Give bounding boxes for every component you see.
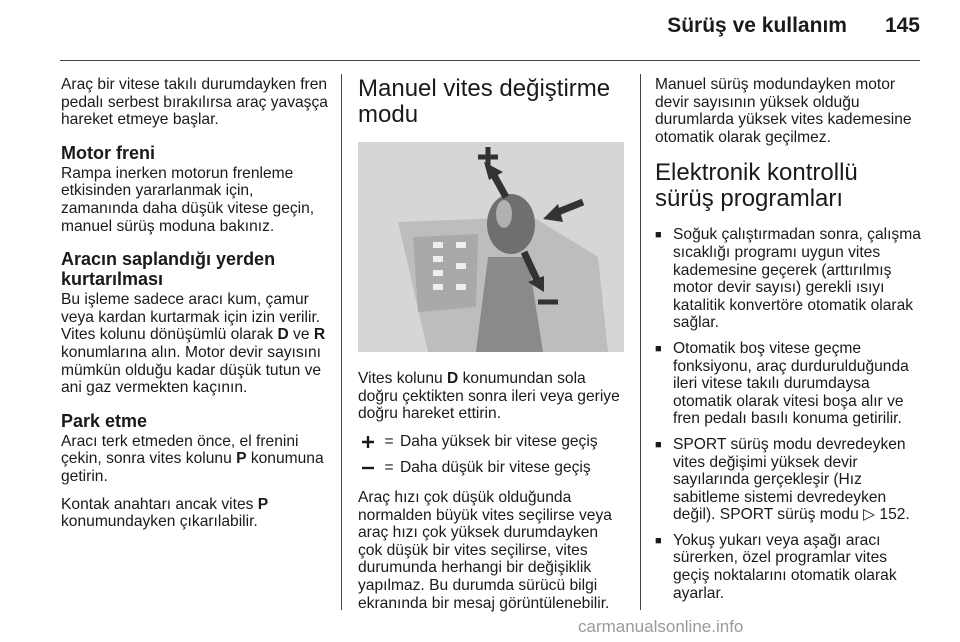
gear-d-label-2: D xyxy=(447,370,459,387)
intro-text: Araç bir vitese takılı durumdayken fren pedalı serbest bırakılırsa araç yavaşça hareket etmeye başlar. xyxy=(61,76,328,129)
page-header xyxy=(667,14,920,38)
column-3 xyxy=(655,76,923,610)
key-text: Kontak anahtarı ancak vites P konumundayken çıkarılabilir. xyxy=(61,495,269,531)
manual-mode-text: Vites kolunu D konumundan sola doğru çektikten sonra ileri veya geriye doğru hareket ettirin. xyxy=(358,370,620,423)
column-2 xyxy=(358,76,626,622)
column-divider-2 xyxy=(640,74,641,610)
page-number: 145 xyxy=(884,14,920,37)
programs-list xyxy=(655,226,923,602)
column-1 xyxy=(61,76,329,541)
list-item: ■ Soğuk çalıştırmadan sonra, çalışma sıcaklığı programı uygun vites kademesine geçerek (arttırılmış motor devir sayısı) gerekli ısıyı katalitik konvertöre otomatik olarak sağlar. xyxy=(655,226,923,332)
speed-note-text: Araç hızı çok düşük olduğunda normalden büyük vites seçilirse veya araç hızı çok yüksek durumdayken çok düşük bir vites seçilirse, vites durumunda herhangi bir değişiklik yapılmaz. Bu durumda sürücü bilgi ekranında bir mesaj görüntülenebilir. xyxy=(358,488,612,612)
column-divider-1 xyxy=(341,74,342,610)
manual-mode-heading: Manuel vites değiştirme modu xyxy=(358,75,611,128)
gear-p-label-2: P xyxy=(257,495,269,513)
legend-downshift-text: Daha düşük bir vitese geçiş xyxy=(400,459,591,477)
park-heading: Park etme xyxy=(61,410,148,431)
running-title: Sürüş ve kullanım xyxy=(667,14,847,37)
legend-upshift: = Daha yüksek bir vitese geçiş xyxy=(358,433,626,451)
motor-brake-heading: Motor freni xyxy=(61,142,155,163)
gear-r-label: R xyxy=(313,326,326,344)
legend-upshift-text: Daha yüksek bir vitese geçiş xyxy=(400,432,598,450)
motor-brake-text: Rampa inerken motorun frenleme etkisinden yararlanmak için, zamanında daha düşük vitese geçin, manuel sürüş moduna bakınız. xyxy=(61,164,315,235)
list-item: ■ Yokuş yukarı veya aşağı aracı sürerken, özel programlar vites geçiş noktalarını otomatik olarak ayarlar. xyxy=(655,532,923,602)
minus-symbol-icon xyxy=(358,461,378,475)
legend-downshift: = Daha düşük bir vitese geçiş xyxy=(358,459,626,477)
gear-lever-illustration xyxy=(358,142,624,352)
electronic-programs-heading: Elektronik kontrollü sürüş programları xyxy=(655,159,858,213)
gear-d-label: D xyxy=(277,326,289,344)
stuck-text: Bu işleme sadece aracı kum, çamur veya kardan kurtarmak için izin verilir. Vites kolunu dönüşümlü olarak D ve R konumlarına alın. Motor devir sayısını mümkün olduğu kadar düşük tutun ve ani gaz vermekten kaçının. xyxy=(61,291,326,397)
gear-lever-figure xyxy=(358,142,624,352)
list-item: ■ SPORT sürüş modu devredeyken vites değişimi yüksek devir sayılarında gerçekleşir (Hız sabitleme sistemi devredeyken değil). SPORT sürüş modu ▷ 152. xyxy=(655,436,923,524)
high-rev-text: Manuel sürüş modundayken motor devir sayısının yüksek olduğu durumlarda yüksek vites kademesine otomatik olarak geçilmez. xyxy=(655,76,912,146)
watermark: carmanualsonline.info xyxy=(578,617,744,636)
gear-p-label: P xyxy=(236,450,247,468)
header-rule xyxy=(60,60,920,61)
park-text: Aracı terk etmeden önce, el frenini çekin, sonra vites kolunu P konumuna getirin. xyxy=(61,432,324,485)
stuck-heading: Aracın saplandığı yerden kurtarılması xyxy=(61,249,276,290)
plus-symbol-icon xyxy=(358,435,378,449)
list-item: ■ Otomatik boş vitese geçme fonksiyonu, araç durdurulduğunda ileri vitese takılı durumdaysa otomatik olarak vitesi boşa alır ve fren pedalı basılı konuma getirilir. xyxy=(655,340,923,428)
